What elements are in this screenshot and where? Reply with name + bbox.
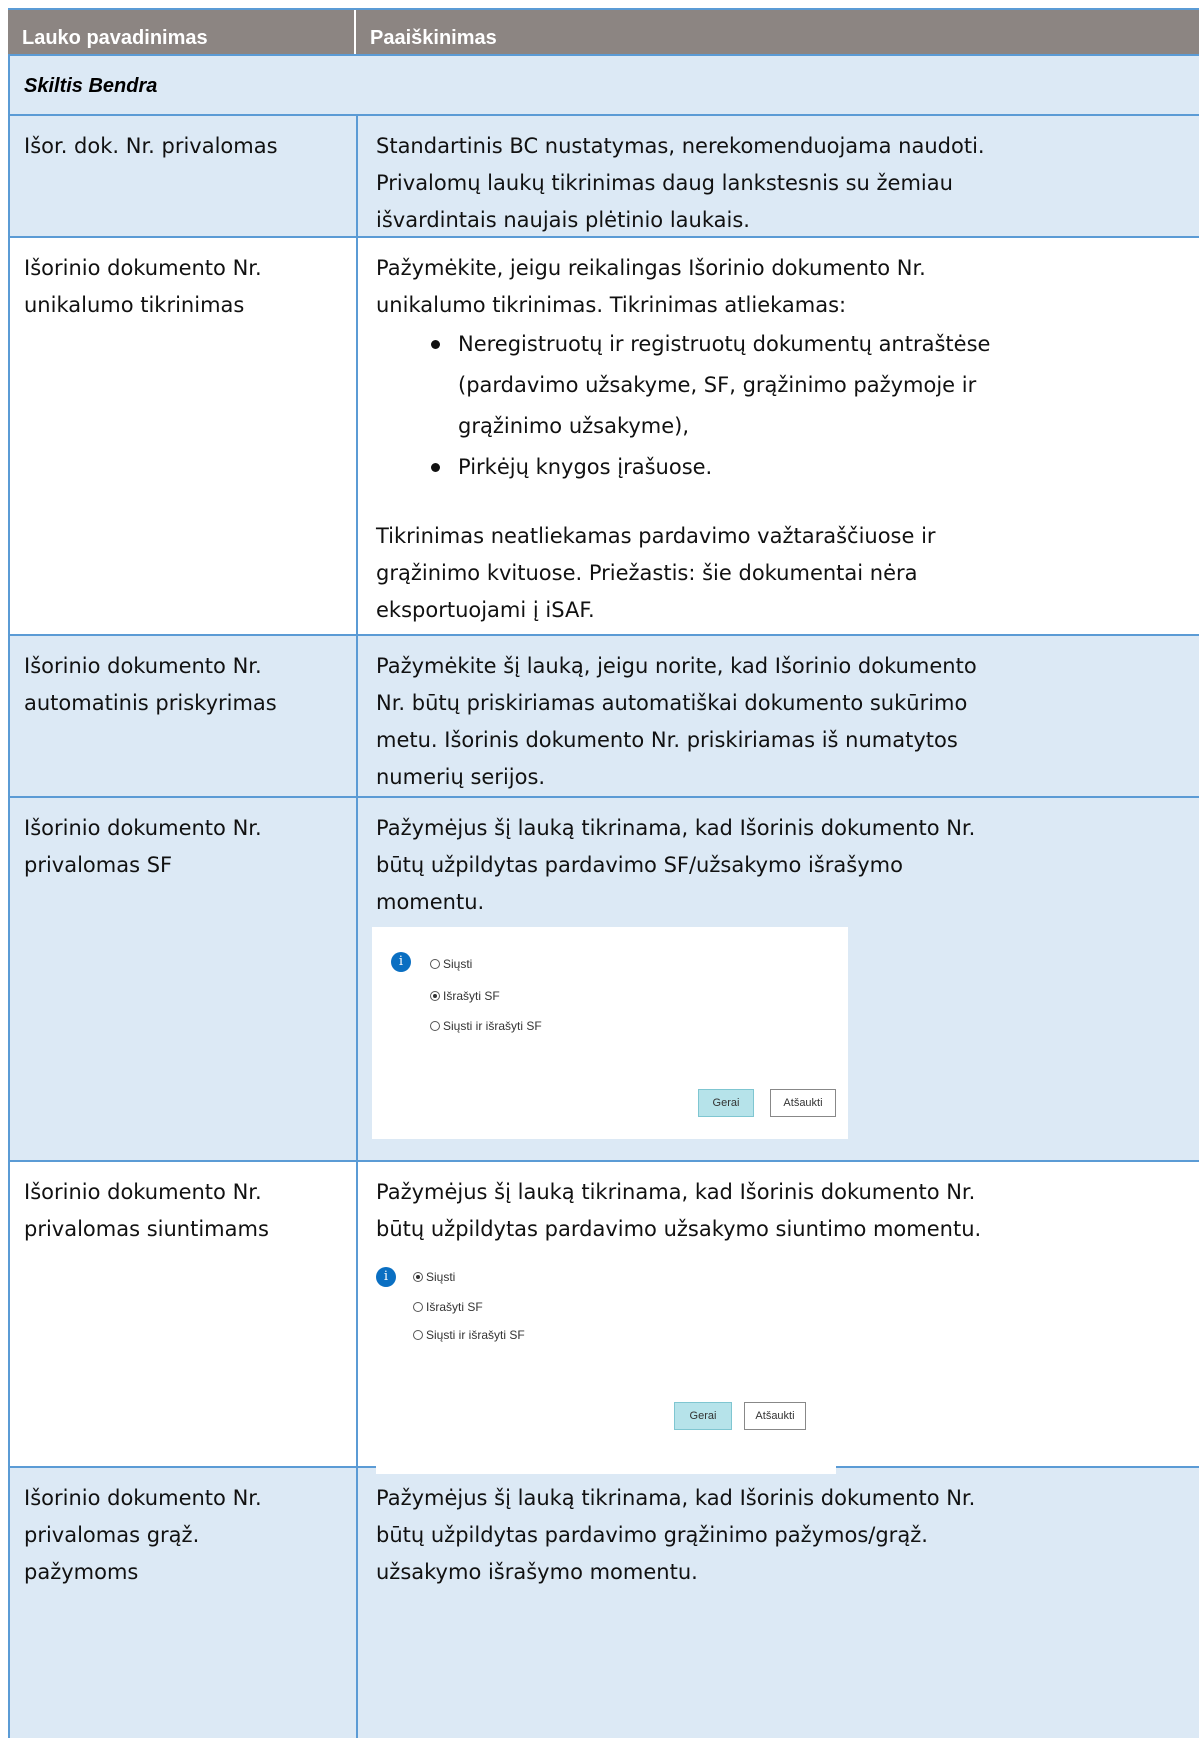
radio-option[interactable] [413, 1328, 525, 1342]
bullet-list [376, 324, 1190, 488]
field-name [10, 1162, 358, 1466]
desc-line: Pažymėjus šį lauką tikrinama, kad Išorinis dokumento Nr. [376, 1180, 976, 1204]
radio-label: Siųsti ir išrašyti SF [443, 1019, 542, 1033]
bullet-line: Neregistruotų ir registruotų dokumentų antraštėse [458, 332, 991, 356]
bullet-item [458, 324, 1190, 447]
radio-icon [413, 1302, 423, 1312]
table-row [8, 1468, 1199, 1738]
desc-line: būtų užpildytas pardavimo SF/užsakymo išrašymo [376, 853, 903, 877]
info-icon: i [391, 952, 411, 972]
embedded-dialog-screenshot [376, 1264, 836, 1474]
fields-table [8, 8, 1199, 1738]
field-name [10, 798, 358, 1160]
field-name [10, 116, 358, 236]
embedded-dialog-screenshot [372, 927, 848, 1139]
field-name-line: automatinis priskyrimas [24, 691, 277, 715]
desc-line: Pažymėkite, jeigu reikalingas Išorinio dokumento Nr. [376, 256, 926, 280]
field-description [358, 1468, 1199, 1738]
radio-option[interactable] [413, 1270, 455, 1284]
desc-line: unikalumo tikrinimas. Tikrinimas atliekamas: [376, 293, 847, 317]
desc-line: išvardintais naujais plėtinio laukais. [376, 208, 750, 232]
desc-line: metu. Išorinis dokumento Nr. priskiriamas iš numatytos [376, 728, 958, 752]
field-description [358, 116, 1199, 236]
desc-line: grąžinimo kvituose. Priežastis: šie dokumentai nėra [376, 561, 918, 585]
field-name-line: Išorinio dokumento Nr. [24, 1180, 262, 1204]
info-icon: i [376, 1267, 396, 1287]
ok-button[interactable]: Gerai [698, 1089, 754, 1117]
table-row [8, 116, 1199, 238]
desc-line: Pažymėjus šį lauką tikrinama, kad Išorinis dokumento Nr. [376, 816, 976, 840]
radio-label: Išrašyti SF [426, 1300, 483, 1314]
bullet-line: (pardavimo užsakyme, SF, grąžinimo pažymoje ir [458, 373, 977, 397]
radio-option[interactable] [430, 989, 500, 1003]
radio-label: Siųsti [426, 1270, 456, 1284]
bullet-line: grąžinimo užsakyme), [458, 414, 690, 438]
desc-line: momentu. [376, 890, 485, 914]
field-name-line: Išorinio dokumento Nr. [24, 256, 262, 280]
desc-line: užsakymo išrašymo momentu. [376, 1560, 698, 1584]
field-name [10, 636, 358, 796]
desc-line: Pažymėjus šį lauką tikrinama, kad Išorinis dokumento Nr. [376, 1486, 976, 1510]
field-name-line: Išorinio dokumento Nr. [24, 1486, 262, 1510]
desc-line: Tikrinimas neatliekamas pardavimo važtaraščiuose ir [376, 524, 936, 548]
section-title: Skiltis Bendra [24, 75, 158, 97]
field-description [358, 238, 1199, 634]
table-row [8, 238, 1199, 636]
table-row [8, 636, 1199, 798]
radio-label: Išrašyti SF [443, 989, 500, 1003]
bullet-line: Pirkėjų knygos įrašuose. [458, 455, 713, 479]
desc-line: Nr. būtų priskiriamas automatiškai dokumento sukūrimo [376, 691, 968, 715]
table-row [8, 798, 1199, 1162]
desc-line: eksportuojami į iSAF. [376, 598, 595, 622]
field-name-line: privalomas grąž. [24, 1523, 200, 1547]
radio-option[interactable] [430, 1019, 542, 1033]
field-description [358, 798, 1199, 1160]
cancel-button[interactable]: Atšaukti [770, 1089, 836, 1117]
field-name-line: privalomas SF [24, 853, 173, 877]
radio-selected-icon [413, 1272, 423, 1282]
radio-icon [430, 959, 440, 969]
table-header-row [8, 8, 1199, 56]
radio-selected-icon [430, 991, 440, 1001]
desc-line: numerių serijos. [376, 765, 546, 789]
desc-line: Standartinis BC nustatymas, nerekomenduojama naudoti. [376, 134, 985, 158]
ok-button[interactable]: Gerai [674, 1402, 732, 1430]
header-field-name: Lauko pavadinimas [8, 10, 356, 54]
field-name-line: Išorinio dokumento Nr. [24, 816, 262, 840]
field-name-line: Išor. dok. Nr. privalomas [24, 134, 278, 158]
radio-label: Siųsti ir išrašyti SF [426, 1328, 525, 1342]
header-explanation: Paaiškinimas [370, 27, 497, 49]
field-name-line: Išorinio dokumento Nr. [24, 654, 262, 678]
field-name-line: unikalumo tikrinimas [24, 293, 245, 317]
radio-icon [430, 1021, 440, 1031]
bullet-item [458, 447, 1190, 488]
field-name-line: pažymoms [24, 1560, 139, 1584]
field-description [358, 1162, 1199, 1466]
field-description [358, 636, 1199, 796]
field-name [10, 238, 358, 634]
radio-option[interactable] [430, 957, 472, 971]
desc-line: Pažymėkite šį lauką, jeigu norite, kad Išorinio dokumento [376, 654, 977, 678]
section-row [8, 56, 1199, 116]
cancel-button[interactable]: Atšaukti [744, 1402, 806, 1430]
field-name-line: privalomas siuntimams [24, 1217, 269, 1241]
desc-line: būtų užpildytas pardavimo grąžinimo pažymos/grąž. [376, 1523, 928, 1547]
table-row [8, 1162, 1199, 1468]
desc-line: būtų užpildytas pardavimo užsakymo siuntimo momentu. [376, 1217, 982, 1241]
desc-line: Privalomų laukų tikrinimas daug lankstesnis su žemiau [376, 171, 953, 195]
radio-label: Siųsti [443, 957, 473, 971]
radio-icon [413, 1330, 423, 1340]
radio-option[interactable] [413, 1300, 483, 1314]
field-name [10, 1468, 358, 1738]
